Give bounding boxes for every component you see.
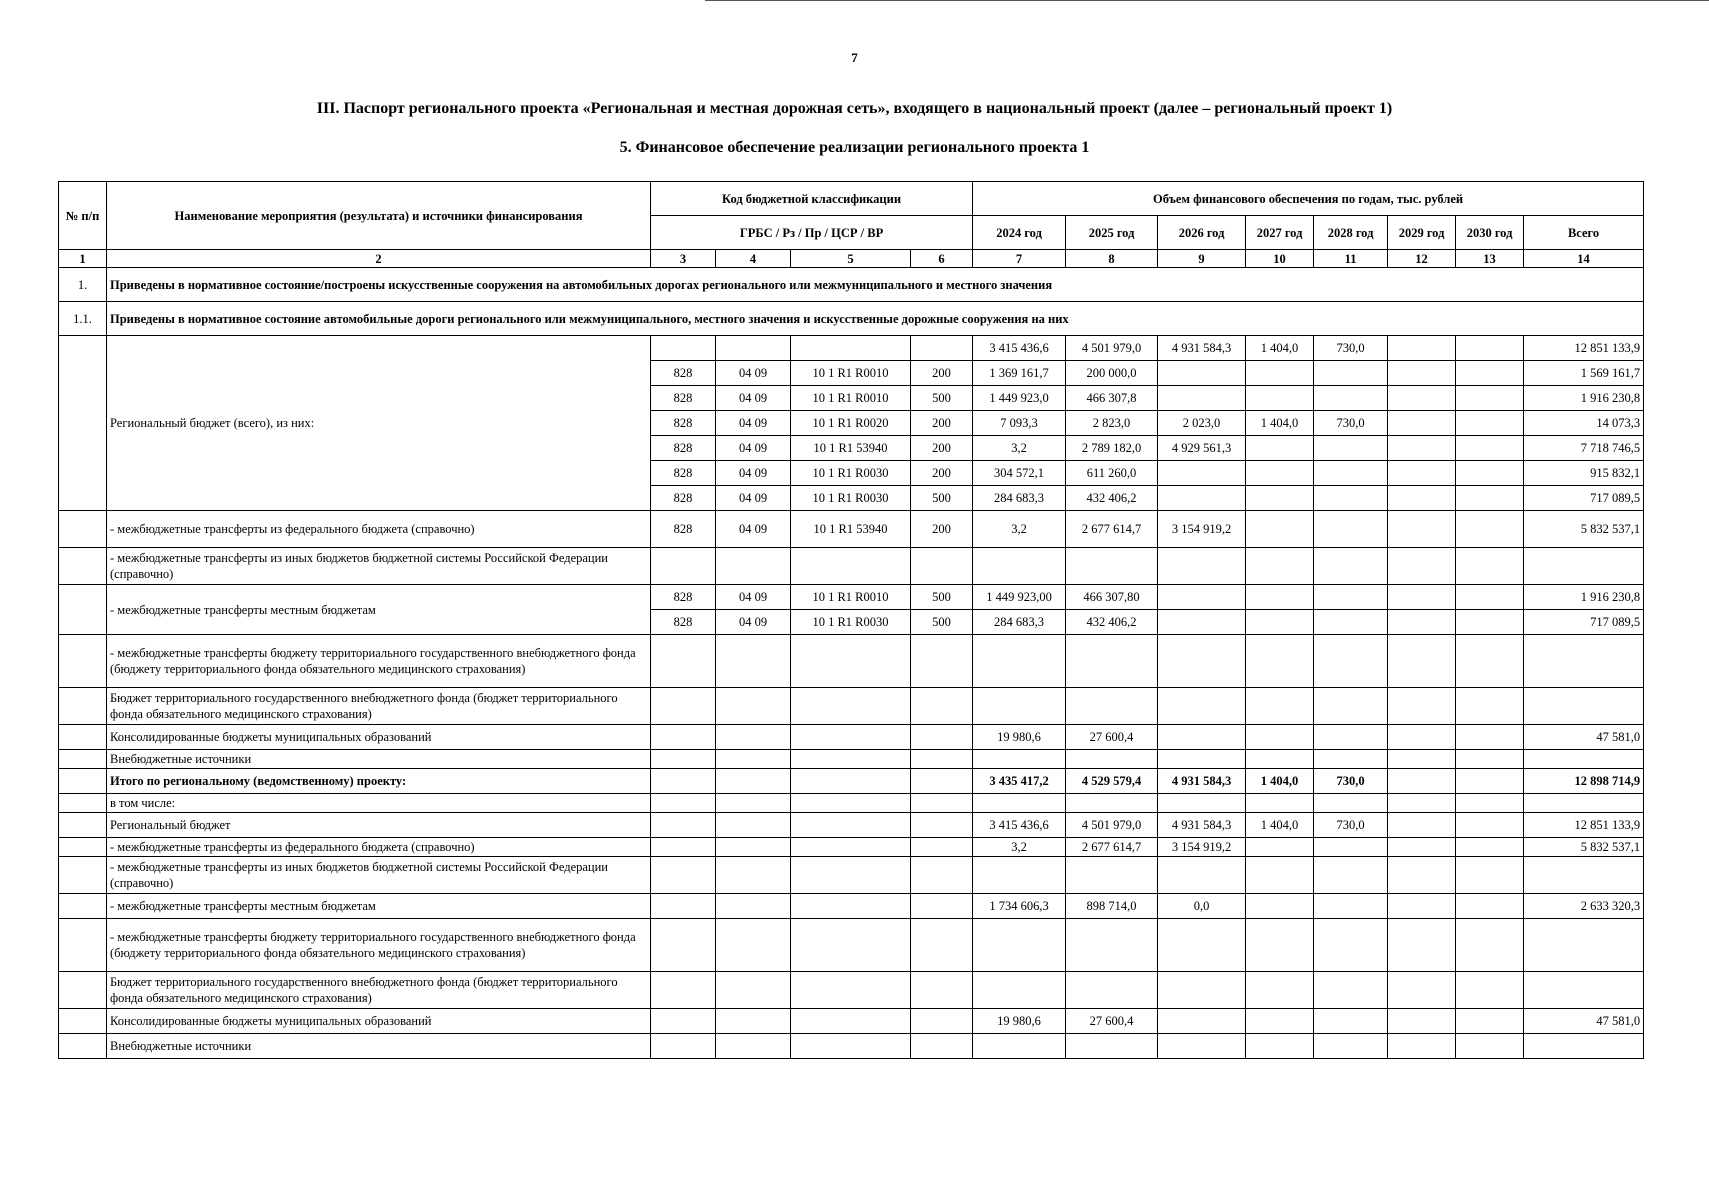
value-cell: 4 929 561,3 <box>1158 436 1246 461</box>
value-cell <box>1456 1009 1524 1034</box>
value-cell: 1 404,0 <box>1246 769 1314 794</box>
value-cell <box>1456 610 1524 635</box>
value-cell <box>1246 511 1314 548</box>
csr-cell: 10 1 R1 R0020 <box>791 411 911 436</box>
value-cell: 3,2 <box>973 838 1066 857</box>
value-cell: 3,2 <box>973 436 1066 461</box>
value-cell <box>1158 361 1246 386</box>
grbs-cell: 828 <box>651 386 716 411</box>
document-subtitle: 5. Финансовое обеспечение реализации регионального проекта 1 <box>619 139 1090 156</box>
value-cell: 1 449 923,0 <box>973 386 1066 411</box>
value-cell <box>1388 511 1456 548</box>
value-cell: 200 000,0 <box>1066 361 1158 386</box>
value-cell <box>1456 436 1524 461</box>
col-number: 1 <box>59 250 107 268</box>
total-cell: 1 916 230,8 <box>1524 386 1644 411</box>
value-cell: 19 980,6 <box>973 1009 1066 1034</box>
table-row <box>59 794 1644 813</box>
value-cell <box>1246 725 1314 750</box>
value-cell <box>1158 1009 1246 1034</box>
value-cell <box>1158 725 1246 750</box>
value-cell <box>1246 610 1314 635</box>
value-cell <box>1456 511 1524 548</box>
value-cell: 7 093,3 <box>973 411 1066 436</box>
total-cell: 12 851 133,9 <box>1524 336 1644 361</box>
section-title: Приведены в нормативное состояние/построены искусственные сооружения на автомобильных дорогах регионального или межмуниципального и местного значения <box>107 268 1644 302</box>
value-cell: 2 677 614,7 <box>1066 511 1158 548</box>
value-cell <box>1314 436 1388 461</box>
value-cell: 3 154 919,2 <box>1158 838 1246 857</box>
rz-cell: 04 09 <box>716 386 791 411</box>
grbs-cell: 828 <box>651 486 716 511</box>
value-cell <box>1158 585 1246 610</box>
section-row <box>59 268 1644 302</box>
value-cell: 1 369 161,7 <box>973 361 1066 386</box>
value-cell <box>1314 1009 1388 1034</box>
value-cell: 432 406,2 <box>1066 610 1158 635</box>
vr-cell: 500 <box>911 585 973 610</box>
grbs-cell: 828 <box>651 610 716 635</box>
total-cell: 47 581,0 <box>1524 725 1644 750</box>
header-year: 2026 год <box>1158 216 1246 250</box>
value-cell: 27 600,4 <box>1066 725 1158 750</box>
rz-cell: 04 09 <box>716 486 791 511</box>
header-year: 2030 год <box>1456 216 1524 250</box>
total-cell: 915 832,1 <box>1524 461 1644 486</box>
value-cell: 4 501 979,0 <box>1066 336 1158 361</box>
row-label: Итого по региональному (ведомственному) проекту: <box>107 769 651 794</box>
value-cell: 1 404,0 <box>1246 336 1314 361</box>
value-cell: 1 404,0 <box>1246 411 1314 436</box>
value-cell <box>1388 585 1456 610</box>
section-title: Приведены в нормативное состояние автомобильные дороги регионального или межмуниципального, местного значения и искусственные дорожные сооружения на них <box>107 302 1644 336</box>
value-cell <box>1388 813 1456 838</box>
value-cell <box>1388 336 1456 361</box>
row-label: Консолидированные бюджеты муниципальных образований <box>107 725 651 750</box>
financing-table <box>58 181 1644 1059</box>
row-label: Региональный бюджет (всего), из них: <box>107 336 651 511</box>
value-cell <box>1388 769 1456 794</box>
grbs-cell: 828 <box>651 511 716 548</box>
total-cell: 12 851 133,9 <box>1524 813 1644 838</box>
row-label: - межбюджетные трансферты бюджету территориального государственного внебюджетного фонда (бюджету территориального фонда обязательного медицинского страхования) <box>107 919 651 972</box>
row-label: - межбюджетные трансферты из иных бюджетов бюджетной системы Российской Федерации (справочно) <box>107 857 651 894</box>
vr-cell: 200 <box>911 361 973 386</box>
rz-cell: 04 09 <box>716 610 791 635</box>
value-cell <box>1314 486 1388 511</box>
section-num: 1.1. <box>59 302 107 336</box>
total-cell: 47 581,0 <box>1524 1009 1644 1034</box>
value-cell <box>1246 436 1314 461</box>
col-number: 2 <box>107 250 651 268</box>
vr-cell: 500 <box>911 386 973 411</box>
value-cell: 4 501 979,0 <box>1066 813 1158 838</box>
value-cell <box>1314 894 1388 919</box>
value-cell <box>1246 361 1314 386</box>
csr-cell: 10 1 R1 R0030 <box>791 461 911 486</box>
table-row <box>59 1034 1644 1059</box>
col-number: 7 <box>973 250 1066 268</box>
value-cell: 466 307,8 <box>1066 386 1158 411</box>
value-cell <box>1314 610 1388 635</box>
header-code-sub: ГРБС / Рз / Пр / ЦСР / ВР <box>651 216 973 250</box>
value-cell <box>1388 725 1456 750</box>
rz-cell: 04 09 <box>716 461 791 486</box>
value-cell: 3 154 919,2 <box>1158 511 1246 548</box>
value-cell <box>1388 610 1456 635</box>
value-cell <box>1388 894 1456 919</box>
value-cell: 0,0 <box>1158 894 1246 919</box>
table-row <box>59 750 1644 769</box>
value-cell <box>1456 894 1524 919</box>
value-cell: 304 572,1 <box>973 461 1066 486</box>
header-code: Код бюджетной классификации <box>651 182 973 216</box>
value-cell <box>1158 386 1246 411</box>
value-cell: 432 406,2 <box>1066 486 1158 511</box>
row-label: - межбюджетные трансферты бюджету территориального государственного внебюджетного фонда (бюджету территориального фонда обязательного медицинского страхования) <box>107 635 651 688</box>
value-cell <box>1388 386 1456 411</box>
row-label: - межбюджетные трансферты из федерального бюджета (справочно) <box>107 838 651 857</box>
value-cell <box>1314 838 1388 857</box>
table-row <box>59 1009 1644 1034</box>
col-number: 13 <box>1456 250 1524 268</box>
document-title: III. Паспорт регионального проекта «Региональная и местная дорожная сеть», входящего в национальный проект (далее – региональный проект 1) <box>316 100 1393 117</box>
header-num: № п/п <box>59 182 107 250</box>
row-label: Бюджет территориального государственного внебюджетного фонда (бюджет территориального фонда обязательного медицинского страхования) <box>107 972 651 1009</box>
section-num: 1. <box>59 268 107 302</box>
value-cell <box>1456 838 1524 857</box>
value-cell <box>1456 725 1524 750</box>
value-cell <box>1456 461 1524 486</box>
value-cell: 284 683,3 <box>973 486 1066 511</box>
csr-cell: 10 1 R1 R0010 <box>791 386 911 411</box>
table-row <box>59 919 1644 972</box>
header-year: 2029 год <box>1388 216 1456 250</box>
col-number: 14 <box>1524 250 1644 268</box>
value-cell <box>1246 461 1314 486</box>
value-cell: 2 677 614,7 <box>1066 838 1158 857</box>
row-label: - межбюджетные трансферты из иных бюджетов бюджетной системы Российской Федерации (справочно) <box>107 548 651 585</box>
value-cell: 19 980,6 <box>973 725 1066 750</box>
value-cell <box>1388 838 1456 857</box>
value-cell <box>1246 585 1314 610</box>
row-label: Бюджет территориального государственного внебюджетного фонда (бюджет территориального фонда обязательного медицинского страхования) <box>107 688 651 725</box>
value-cell: 611 260,0 <box>1066 461 1158 486</box>
header-year: 2028 год <box>1314 216 1388 250</box>
csr-cell: 10 1 R1 R0030 <box>791 610 911 635</box>
value-cell: 2 789 182,0 <box>1066 436 1158 461</box>
value-cell: 1 734 606,3 <box>973 894 1066 919</box>
rz-cell: 04 09 <box>716 585 791 610</box>
header-total: Всего <box>1524 216 1644 250</box>
value-cell <box>1388 1009 1456 1034</box>
total-cell: 717 089,5 <box>1524 610 1644 635</box>
value-cell <box>1158 461 1246 486</box>
value-cell <box>1456 769 1524 794</box>
total-cell: 5 832 537,1 <box>1524 511 1644 548</box>
rz-cell: 04 09 <box>716 436 791 461</box>
col-number: 8 <box>1066 250 1158 268</box>
value-cell: 2 023,0 <box>1158 411 1246 436</box>
value-cell: 1 404,0 <box>1246 813 1314 838</box>
grbs-cell: 828 <box>651 585 716 610</box>
value-cell <box>1456 585 1524 610</box>
table-row <box>59 336 1644 361</box>
vr-cell: 500 <box>911 486 973 511</box>
table-row <box>59 548 1644 585</box>
col-number: 12 <box>1388 250 1456 268</box>
total-cell: 717 089,5 <box>1524 486 1644 511</box>
value-cell <box>1314 361 1388 386</box>
value-cell <box>1246 1009 1314 1034</box>
table-row <box>59 813 1644 838</box>
value-cell: 730,0 <box>1314 813 1388 838</box>
total-cell: 7 718 746,5 <box>1524 436 1644 461</box>
header-name: Наименование мероприятия (результата) и источники финансирования <box>107 182 651 250</box>
table-row <box>59 972 1644 1009</box>
col-number: 4 <box>716 250 791 268</box>
row-label: - межбюджетные трансферты местным бюджетам <box>107 894 651 919</box>
col-number: 11 <box>1314 250 1388 268</box>
total-cell: 14 073,3 <box>1524 411 1644 436</box>
value-cell: 3 415 436,6 <box>973 813 1066 838</box>
value-cell: 4 931 584,3 <box>1158 813 1246 838</box>
csr-cell: 10 1 R1 53940 <box>791 511 911 548</box>
value-cell: 27 600,4 <box>1066 1009 1158 1034</box>
row-label: Консолидированные бюджеты муниципальных образований <box>107 1009 651 1034</box>
value-cell <box>1314 461 1388 486</box>
value-cell <box>1456 336 1524 361</box>
value-cell <box>1388 486 1456 511</box>
value-cell: 730,0 <box>1314 769 1388 794</box>
value-cell: 284 683,3 <box>973 610 1066 635</box>
value-cell: 1 449 923,00 <box>973 585 1066 610</box>
col-number: 10 <box>1246 250 1314 268</box>
total-row <box>59 769 1644 794</box>
top-border-line <box>705 0 1709 1</box>
total-cell: 2 633 320,3 <box>1524 894 1644 919</box>
grbs-cell: 828 <box>651 461 716 486</box>
total-cell: 12 898 714,9 <box>1524 769 1644 794</box>
value-cell <box>1158 610 1246 635</box>
value-cell <box>1246 486 1314 511</box>
value-cell <box>1246 894 1314 919</box>
value-cell <box>1456 361 1524 386</box>
value-cell <box>1456 386 1524 411</box>
row-label: - межбюджетные трансферты из федерального бюджета (справочно) <box>107 511 651 548</box>
grbs-cell: 828 <box>651 411 716 436</box>
row-label: Внебюджетные источники <box>107 750 651 769</box>
header-volume: Объем финансового обеспечения по годам, тыс. рублей <box>973 182 1644 216</box>
table-row <box>59 688 1644 725</box>
total-cell: 1 916 230,8 <box>1524 585 1644 610</box>
value-cell <box>1314 511 1388 548</box>
row-label: в том числе: <box>107 794 651 813</box>
rz-cell: 04 09 <box>716 511 791 548</box>
rz-cell: 04 09 <box>716 411 791 436</box>
vr-cell: 500 <box>911 610 973 635</box>
csr-cell: 10 1 R1 R0030 <box>791 486 911 511</box>
table-row <box>59 894 1644 919</box>
vr-cell: 200 <box>911 436 973 461</box>
value-cell <box>1388 461 1456 486</box>
value-cell: 4 931 584,3 <box>1158 769 1246 794</box>
section-row <box>59 302 1644 336</box>
csr-cell: 10 1 R1 R0010 <box>791 585 911 610</box>
col-number: 9 <box>1158 250 1246 268</box>
value-cell <box>1314 386 1388 411</box>
value-cell <box>1388 411 1456 436</box>
value-cell <box>1456 411 1524 436</box>
value-cell: 730,0 <box>1314 336 1388 361</box>
grbs-cell: 828 <box>651 436 716 461</box>
vr-cell: 200 <box>911 411 973 436</box>
rz-cell: 04 09 <box>716 361 791 386</box>
value-cell: 3,2 <box>973 511 1066 548</box>
value-cell: 898 714,0 <box>1066 894 1158 919</box>
table-row <box>59 635 1644 688</box>
value-cell <box>1456 813 1524 838</box>
page-number: 7 <box>851 50 858 65</box>
vr-cell: 200 <box>911 461 973 486</box>
value-cell: 730,0 <box>1314 411 1388 436</box>
value-cell <box>1314 585 1388 610</box>
column-numbers-row <box>59 250 1644 268</box>
value-cell: 3 415 436,6 <box>973 336 1066 361</box>
table-row <box>59 725 1644 750</box>
total-cell: 1 569 161,7 <box>1524 361 1644 386</box>
row-label: Внебюджетные источники <box>107 1034 651 1059</box>
value-cell <box>1388 361 1456 386</box>
table-row <box>59 511 1644 548</box>
value-cell <box>1388 436 1456 461</box>
col-number: 5 <box>791 250 911 268</box>
col-number: 6 <box>911 250 973 268</box>
value-cell: 2 823,0 <box>1066 411 1158 436</box>
header-year: 2027 год <box>1246 216 1314 250</box>
row-label: - межбюджетные трансферты местным бюджетам <box>107 585 651 635</box>
table-row <box>59 857 1644 894</box>
value-cell <box>1456 486 1524 511</box>
table-row <box>59 585 1644 610</box>
value-cell: 4 529 579,4 <box>1066 769 1158 794</box>
grbs-cell: 828 <box>651 361 716 386</box>
csr-cell: 10 1 R1 53940 <box>791 436 911 461</box>
csr-cell: 10 1 R1 R0010 <box>791 361 911 386</box>
value-cell <box>1246 386 1314 411</box>
value-cell: 4 931 584,3 <box>1158 336 1246 361</box>
table-row <box>59 838 1644 857</box>
value-cell <box>1246 838 1314 857</box>
header-year: 2025 год <box>1066 216 1158 250</box>
vr-cell: 200 <box>911 511 973 548</box>
value-cell <box>1158 486 1246 511</box>
value-cell: 3 435 417,2 <box>973 769 1066 794</box>
total-cell: 5 832 537,1 <box>1524 838 1644 857</box>
row-label: Региональный бюджет <box>107 813 651 838</box>
value-cell <box>1314 725 1388 750</box>
value-cell: 466 307,80 <box>1066 585 1158 610</box>
header-year: 2024 год <box>973 216 1066 250</box>
col-number: 3 <box>651 250 716 268</box>
